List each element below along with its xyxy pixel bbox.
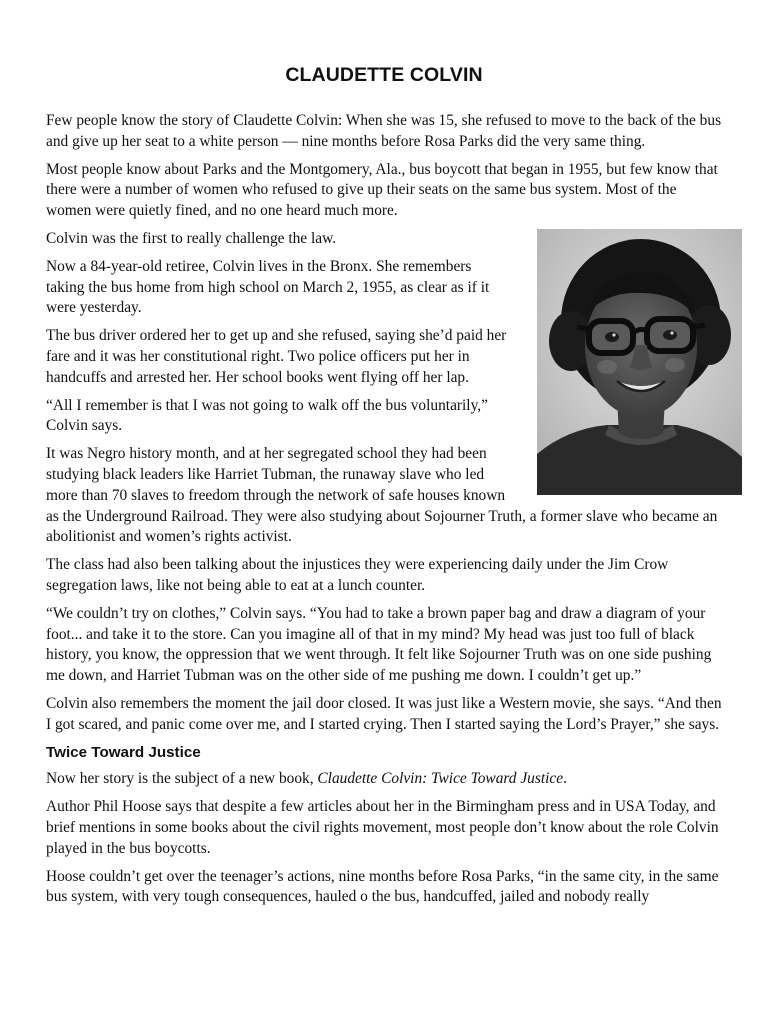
book-title: Claudette Colvin: Twice Toward Justice — [317, 770, 564, 788]
paragraph: “We couldn’t try on clothes,” Colvin says. “You had to take a brown paper bag and draw a diagram of your foot... and take it to the store. Can you imagine all of that in my mind? My head was just too full of black history, you know, the oppression that we went through. It felt like Sojourner Truth was on one side pushing me down, and Harriet Tubman was on the other side of me pushing me down. I couldn’t get up.” — [46, 604, 712, 685]
page-title: CLAUDETTE COLVIN — [285, 64, 483, 86]
paragraph — [46, 769, 724, 790]
article-body — [46, 111, 724, 915]
paragraph: It was Negro history month, and at her segregated school they had been studying black leaders like Harriet Tubman, the runaway slave who led more than 70 slaves to freedom through the network of safe houses known as the Underground Railroad. They were also studying about Sojourner Truth, a former slave who became an abolitionist and women’s rights activist. — [46, 445, 718, 546]
paragraph: Now a 84-year-old retiree, Colvin lives in the Bronx. She remembers taking the bus home from high school on March 2, 1955, as clear as if it were yesterday. — [46, 257, 490, 317]
paragraph: The bus driver ordered her to get up and she refused, saying she’d paid her fare and it was her constitutional right. Two police officers put her in handcuffs and arrested her. Her school books went flying off her lap. — [46, 327, 507, 386]
paragraph: Colvin was the first to really challenge the law. — [46, 229, 337, 247]
paragraph: Most people know about Parks and the Montgomery, Ala., bus boycott that began in 1955, but few know that there were a number of women who refused to give up their seats on the same bus system. Most of the women were quietly fined, and no one heard much more. — [46, 160, 718, 220]
paragraph-text: Now her story is the subject of a new book, — [46, 770, 318, 788]
paragraph: The class had also been talking about the injustices they were experiencing daily under the Jim Crow segregation laws, like not being able to eat at a lunch counter. — [46, 556, 669, 594]
section-heading: Twice Toward Justice — [46, 743, 201, 761]
paragraph: “All I remember is that I was not going to walk off the bus voluntarily,” Colvin says. — [46, 396, 488, 435]
paragraph-text: . — [563, 770, 567, 788]
paragraph: Author Phil Hoose says that despite a few articles about her in the Birmingham press and in USA Today, and brief mentions in some books about the civil rights movement, most people don’t know about the role Colvin played in the bus boycotts. — [46, 798, 719, 857]
paragraph: Hoose couldn’t get over the teenager’s actions, nine months before Rosa Parks, “in the same city, in the same bus system, with very tough consequences, hauled o the bus, handcuffed, jailed and nobody really — [46, 867, 719, 906]
portrait-photo — [537, 229, 742, 495]
paragraph: Few people know the story of Claudette Colvin: When she was 15, she refused to move to the back of the bus and give up her seat to a white person — nine months before Rosa Parks did the very same thing. — [46, 112, 722, 150]
paragraph: Colvin also remembers the moment the jail door closed. It was just like a Western movie, she says. “And then I got scared, and panic come over me, and I started crying. Then I started saying the Lord’s Prayer,” she says. — [46, 694, 722, 733]
